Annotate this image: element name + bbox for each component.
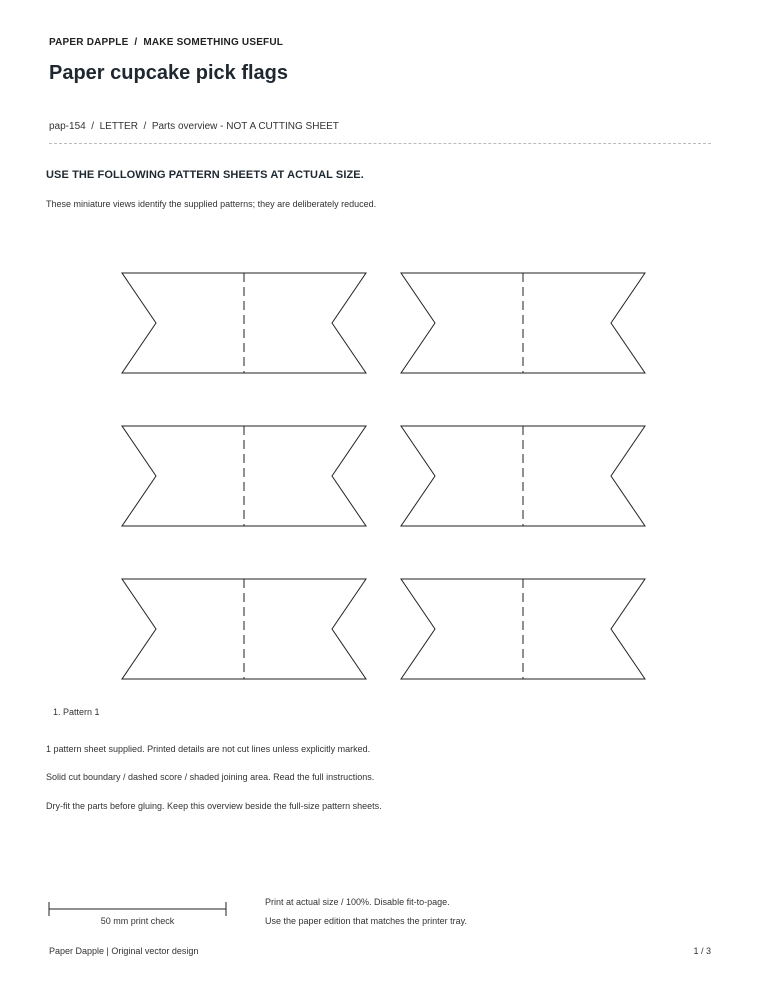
note-line-legend: Solid cut boundary / dashed score / shaded joining area. Read the full instructions.	[46, 772, 375, 782]
scale-bar-label: 50 mm print check	[100, 916, 175, 926]
footer-credit: Paper Dapple | Original vector design	[49, 946, 199, 956]
note-dry-fit: Dry-fit the parts before gluing. Keep this overview beside the full-size pattern sheets.	[46, 801, 382, 811]
pattern-preview-sheet	[120, 270, 650, 682]
page-title: Paper cupcake pick flags	[49, 62, 289, 84]
document-meta: pap-154 / LETTER / Parts overview - NOT A CUTTING SHEET	[49, 121, 339, 132]
print-instruction-scale: Print at actual size / 100%. Disable fit-to-page.	[265, 897, 450, 907]
note-sheets-supplied: 1 pattern sheet supplied. Printed details are not cut lines unless explicitly marked.	[46, 744, 371, 754]
section-heading: USE THE FOLLOWING PATTERN SHEETS AT ACTUAL SIZE.	[46, 169, 364, 181]
pattern-caption: 1. Pattern 1	[53, 707, 100, 717]
section-intro: These miniature views identify the supplied patterns; they are deliberately reduced.	[46, 199, 377, 209]
print-instruction-paper: Use the paper edition that matches the printer tray.	[265, 916, 467, 926]
brand-line: PAPER DAPPLE / MAKE SOMETHING USEFUL	[49, 37, 284, 48]
dashed-divider	[49, 143, 711, 144]
page-number: 1 / 3	[693, 946, 711, 956]
